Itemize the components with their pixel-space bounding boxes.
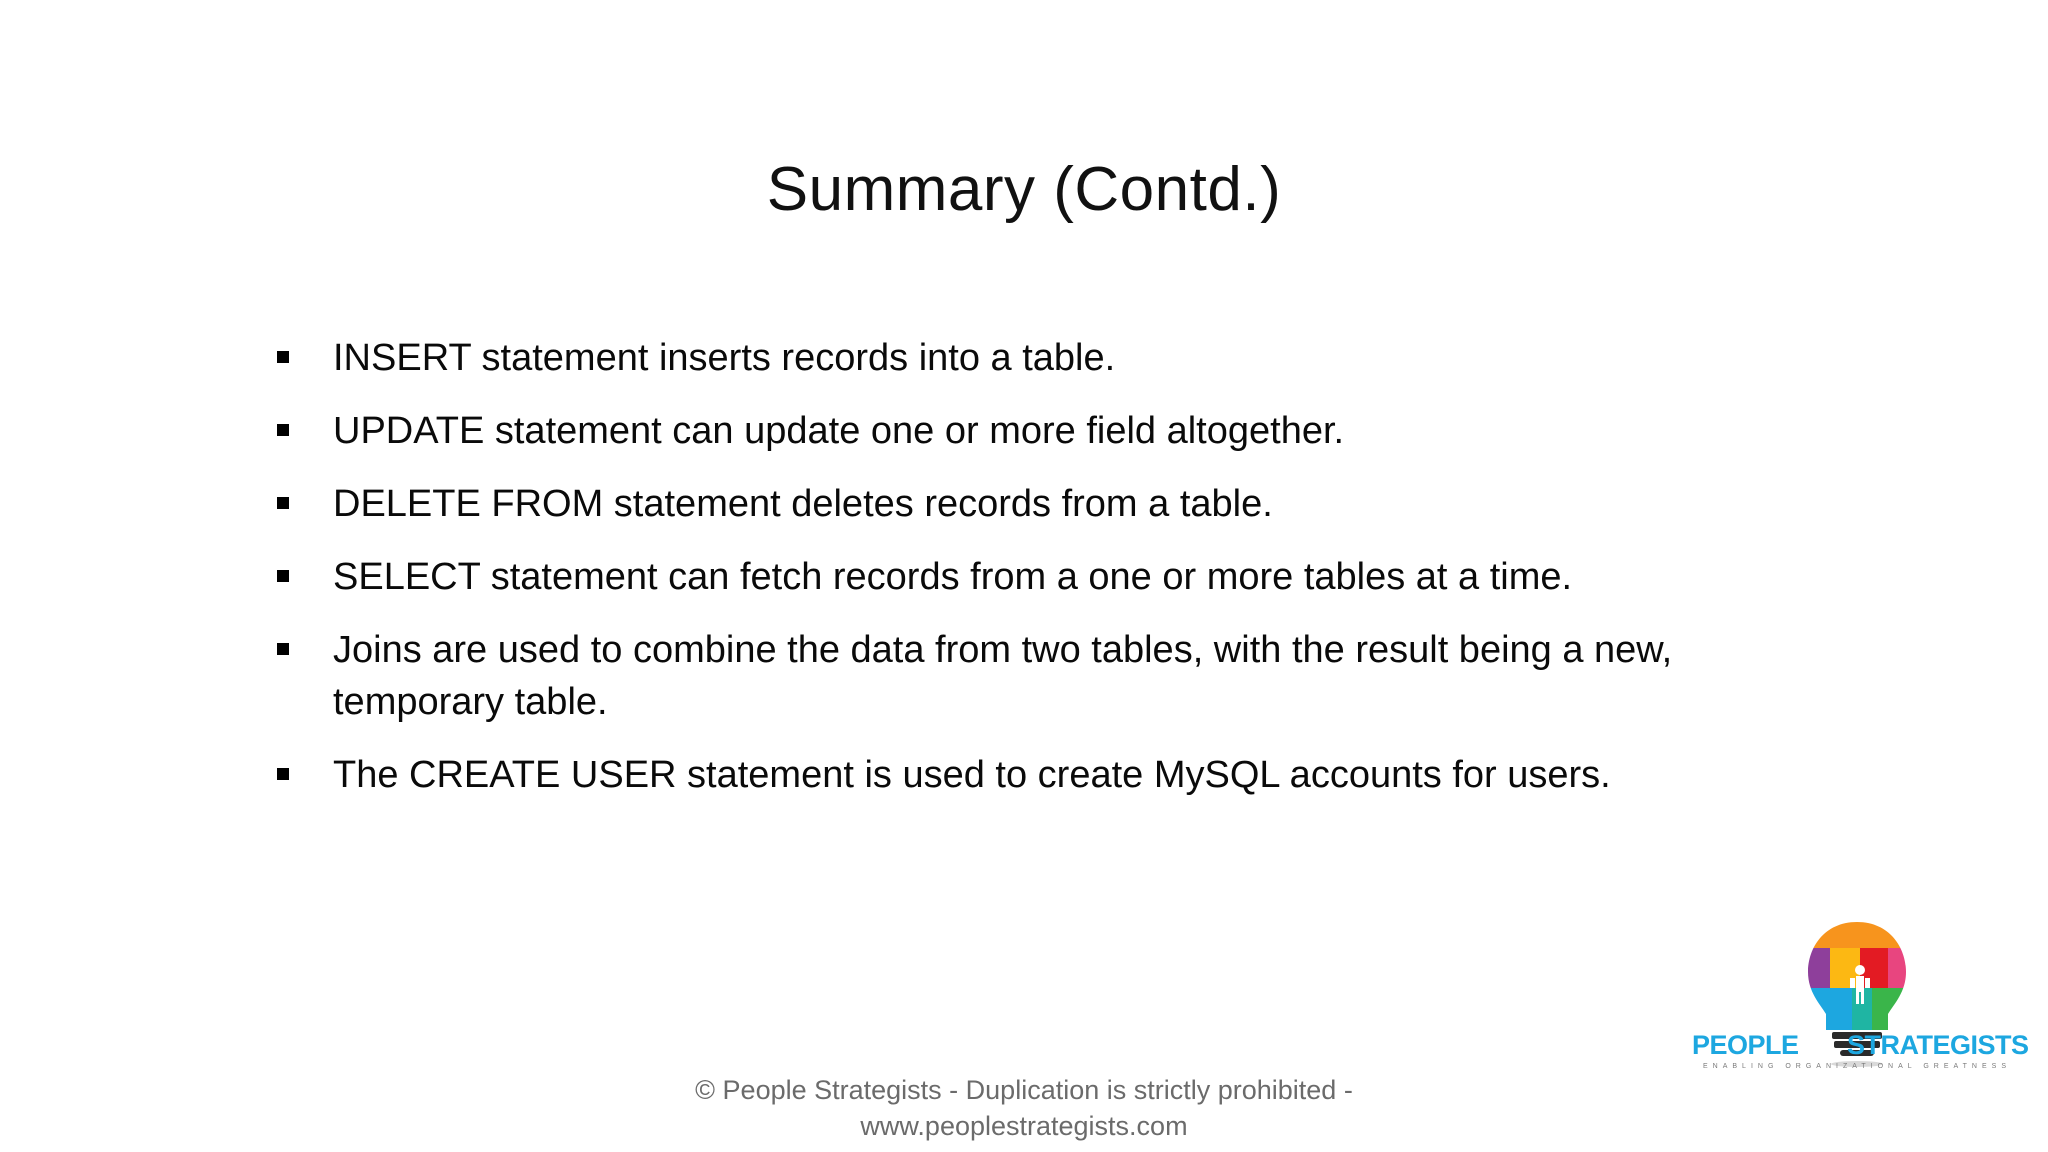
bullet-item bbox=[275, 551, 1795, 603]
bullet-text: The CREATE USER statement is used to create MySQL accounts for users. bbox=[333, 754, 1611, 796]
bullet-item bbox=[275, 624, 1795, 728]
people-strategists-logo bbox=[1692, 918, 2029, 1098]
bullet-item bbox=[275, 749, 1795, 801]
square-bullet-icon bbox=[277, 643, 289, 655]
footer-copyright bbox=[574, 1072, 1474, 1144]
bullet-text: SELECT statement can fetch records from a one or more tables at a time. bbox=[333, 556, 1573, 598]
footer-line-2: www.peoplestrategists.com bbox=[860, 1111, 1188, 1141]
bullet-list bbox=[275, 332, 1795, 822]
footer-line-1: © People Strategists - Duplication is strictly prohibited - bbox=[695, 1075, 1353, 1105]
logo-word-strategists: STRATEGISTS bbox=[1847, 1030, 2029, 1060]
bullet-text: DELETE FROM statement deletes records from a table. bbox=[333, 483, 1273, 525]
square-bullet-icon bbox=[277, 497, 289, 509]
square-bullet-icon bbox=[277, 570, 289, 582]
bullet-item bbox=[275, 478, 1795, 530]
bullet-text: UPDATE statement can update one or more field altogether. bbox=[333, 410, 1345, 452]
logo-word-people: PEOPLE bbox=[1692, 1030, 1799, 1060]
bullet-item bbox=[275, 405, 1795, 457]
square-bullet-icon bbox=[277, 768, 289, 780]
square-bullet-icon bbox=[277, 351, 289, 363]
slide-title: Summary (Contd.) bbox=[766, 155, 1282, 224]
bullet-item bbox=[275, 332, 1795, 384]
bullet-text: INSERT statement inserts records into a table. bbox=[333, 337, 1116, 379]
bullet-text: Joins are used to combine the data from two tables, with the result being a new, temporary table. bbox=[333, 629, 1673, 723]
square-bullet-icon bbox=[277, 424, 289, 436]
logo-tagline: ENABLING ORGANIZATIONAL GREATNESS bbox=[1702, 1063, 2011, 1070]
logo-wordmark bbox=[1692, 1030, 2029, 1060]
